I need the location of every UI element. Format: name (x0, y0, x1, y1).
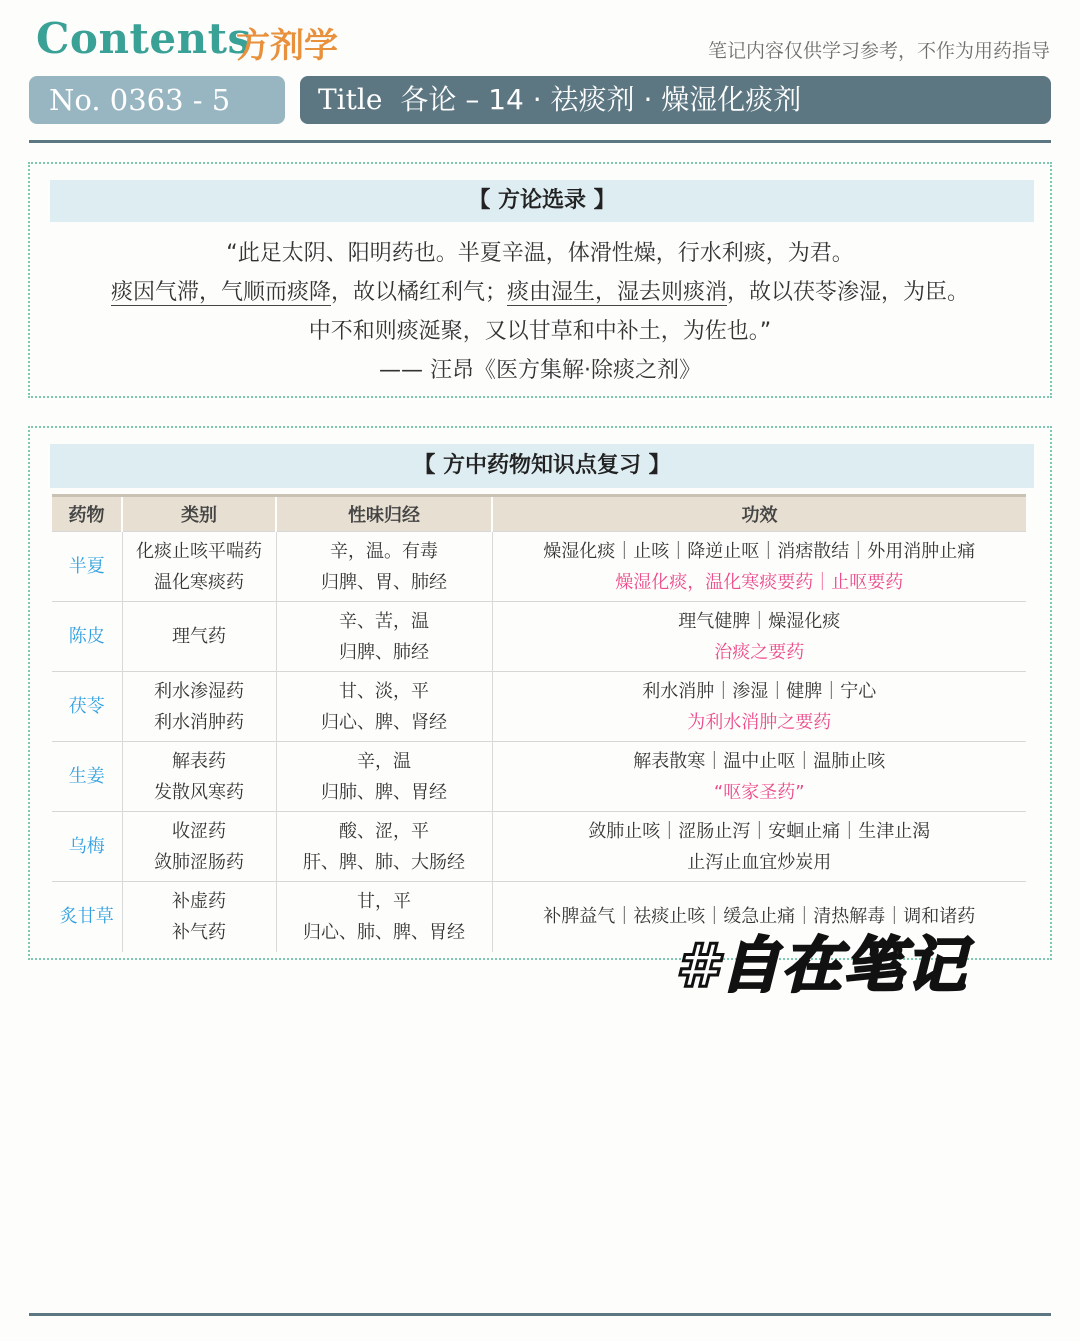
table-row (52, 602, 1026, 672)
effect-highlight: 治痰之要药 (714, 641, 805, 663)
herb-name: 茯苓 (52, 672, 122, 742)
effect-cell (492, 672, 1026, 742)
herb-name: 炙甘草 (52, 882, 122, 952)
property-cell (276, 882, 492, 952)
title-bar (300, 76, 1051, 124)
column-header: 功效 (492, 496, 1026, 532)
column-header: 类别 (122, 496, 276, 532)
table-row (52, 742, 1026, 812)
effect-line: 利水消肿｜渗湿｜健脾｜宁心 (642, 680, 877, 702)
quote-line-1: “此足太阴、阳明药也。半夏辛温，体滑性燥，行水利痰，为君。 (226, 241, 854, 266)
category-line: 发散风寒药 (154, 781, 244, 803)
effect-cell (492, 532, 1026, 602)
effect-line: 理气健脾｜燥湿化痰 (678, 610, 841, 632)
category-cell (122, 742, 276, 812)
effect-highlight: “呕家圣药” (713, 781, 805, 803)
quote-line-3: 中不和则痰涎聚，又以甘草和中补土，为佐也。” (308, 319, 772, 344)
category-cell (122, 672, 276, 742)
review-heading: 【 方中药物知识点复习 】 (50, 444, 1034, 488)
category-line: 利水消肿药 (154, 711, 244, 733)
table-row (52, 672, 1026, 742)
table-body (52, 532, 1026, 952)
category-line: 解表药 (172, 750, 226, 772)
disclaimer: 笔记内容仅供学习参考，不作为用药指导 (707, 40, 1050, 62)
effect-highlight: 为利水消肿之要药 (687, 711, 832, 733)
category-line: 理气药 (172, 626, 226, 647)
property-cell (276, 602, 492, 672)
title-label: Title (318, 83, 383, 116)
category-line: 补气药 (172, 921, 226, 943)
brand-title: Contents (36, 14, 252, 63)
quote-section (28, 162, 1052, 398)
quote-fragment: ，故以橘红利气； (330, 280, 507, 305)
category-line: 收涩药 (172, 820, 226, 842)
effect-cell (492, 742, 1026, 812)
property-line: 辛、苦，温 (339, 610, 429, 632)
effect-line: 敛肺止咳｜涩肠止泻｜安蛔止痛｜生津止渴 (588, 820, 931, 842)
effect-line: 止泻止血宜炒炭用 (687, 851, 832, 873)
herb-name: 半夏 (52, 532, 122, 602)
effect-line: 补脾益气｜祛痰止咳｜缓急止痛｜清热解毒｜调和诸药 (543, 906, 976, 928)
property-line: 甘，平 (357, 890, 411, 912)
category-cell (122, 532, 276, 602)
property-line: 归肺、脾、胃经 (321, 781, 447, 803)
property-line: 辛，温 (357, 750, 411, 772)
effect-line: 解表散寒｜温中止呕｜温肺止咳 (633, 750, 886, 772)
property-line: 归脾、胃、肺经 (321, 571, 447, 593)
property-line: 辛，温。有毒 (330, 540, 438, 562)
header (36, 14, 1052, 70)
herb-name: 生姜 (52, 742, 122, 812)
note-number-badge: No. 0363 - 5 (29, 76, 285, 124)
property-cell (276, 812, 492, 882)
quote-heading: 【 方论选录 】 (50, 180, 1034, 222)
top-divider (29, 140, 1051, 143)
property-cell (276, 742, 492, 812)
property-line: 归脾、肺经 (339, 641, 429, 663)
effect-line: 燥湿化痰｜止咳｜降逆止呕｜消痞散结｜外用消肿止痛 (543, 540, 976, 562)
property-line: 归心、肺、脾、胃经 (303, 921, 465, 943)
category-line: 化痰止咳平喘药 (136, 540, 262, 562)
category-cell (122, 812, 276, 882)
column-header: 性味归经 (276, 496, 492, 532)
bottom-divider (29, 1313, 1051, 1316)
property-line: 归心、脾、肾经 (321, 711, 447, 733)
quote-source: —— 汪昂《医方集解·除痰之剂》 (379, 358, 701, 383)
review-section (28, 426, 1052, 960)
category-line: 补虚药 (172, 890, 226, 912)
category-cell (122, 882, 276, 952)
quote-line-2 (30, 273, 1050, 312)
table-header-row (52, 496, 1026, 532)
watermark: #自在笔记 (676, 931, 968, 1001)
table-row (52, 532, 1026, 602)
table-row (52, 812, 1026, 882)
property-line: 酸、涩，平 (339, 820, 429, 842)
underlined-phrase: 痰因气滞，气顺而痰降 (110, 280, 331, 305)
underlined-phrase: 痰由湿生，湿去则痰消 (507, 280, 728, 305)
category-line: 利水渗湿药 (154, 680, 244, 702)
effect-cell (492, 812, 1026, 882)
category-line: 敛肺涩肠药 (154, 851, 244, 873)
effect-cell (492, 602, 1026, 672)
column-header: 药物 (52, 496, 122, 532)
category-cell (122, 602, 276, 672)
property-cell (276, 672, 492, 742)
title-text: 各论 – 14 · 祛痰剂 · 燥湿化痰剂 (400, 83, 802, 116)
effect-highlight: 燥湿化痰，温化寒痰要药｜止呕要药 (615, 571, 904, 593)
herb-name: 乌梅 (52, 812, 122, 882)
quote-text (30, 234, 1050, 390)
category-line: 温化寒痰药 (154, 571, 244, 593)
herb-table (52, 494, 1026, 952)
herb-name: 陈皮 (52, 602, 122, 672)
property-line: 甘、淡，平 (339, 680, 429, 702)
property-line: 肝、脾、肺、大肠经 (303, 851, 465, 873)
property-cell (276, 532, 492, 602)
subject-title: 方剂学 (236, 26, 338, 66)
quote-fragment: ，故以茯苓渗湿，为臣。 (727, 280, 970, 305)
